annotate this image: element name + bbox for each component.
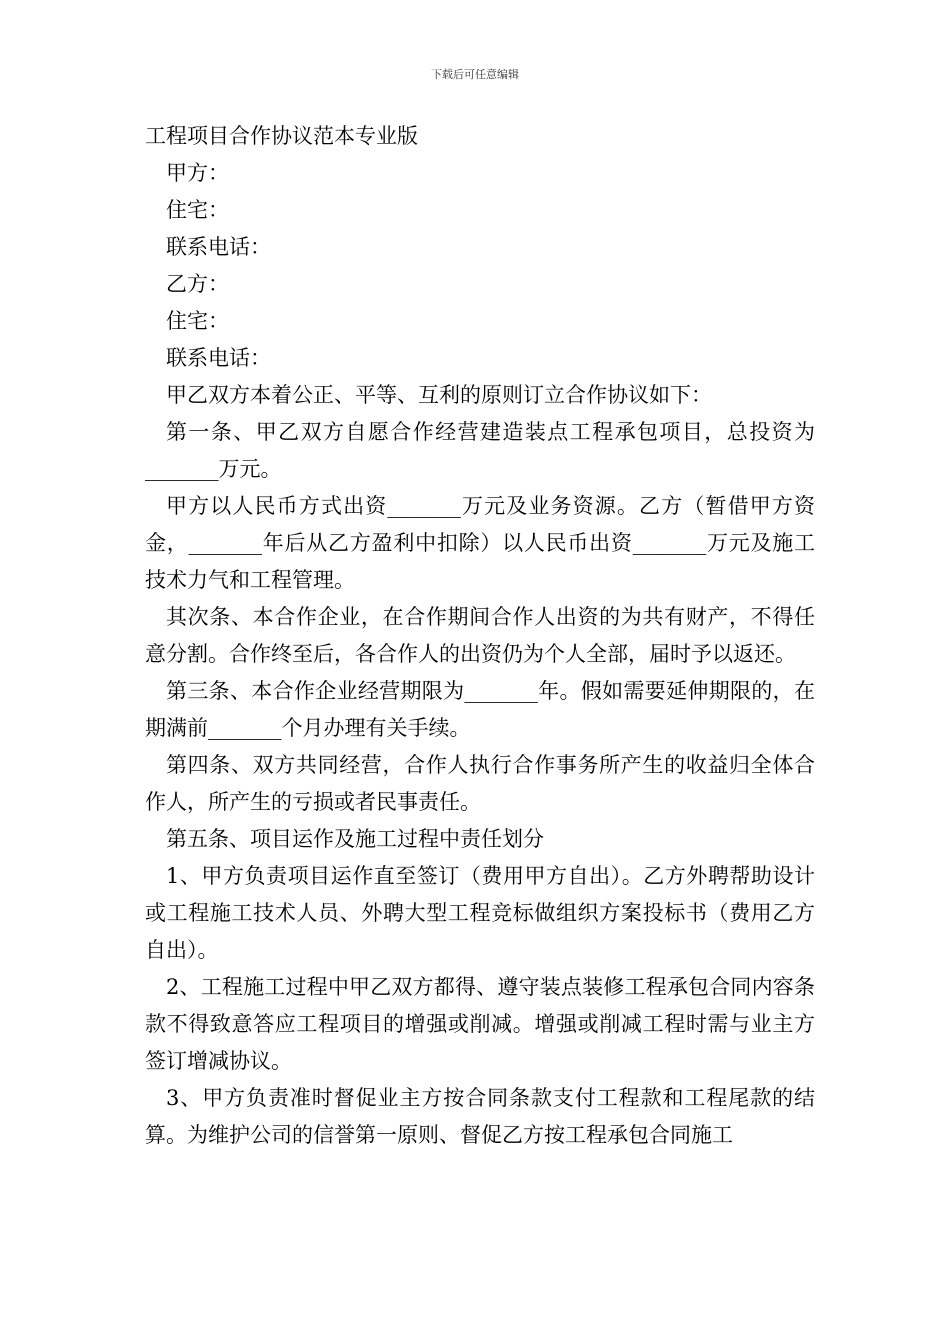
page-header: 下载后可任意编辑 <box>431 68 519 81</box>
paragraph-investment: 甲方以人民币方式出资_______万元及业务资源。乙方（暂借甲方资金，_______年后从乙方盈利中扣除）以人民币出资_______万元及施工技术力气和工程管理。 <box>145 494 815 592</box>
paragraph-item-3: 3、甲方负责准时督促业主方按合同条款支付工程款和工程尾款的结算。为维护公司的信誉第一原则、督促乙方按工程承包合同施工 <box>145 1086 815 1147</box>
field-party-a-address: 住宅： <box>166 198 229 222</box>
paragraph-article-3: 第三条、本合作企业经营期限为_______年。假如需要延伸期限的，在期满前_______个月办理有关手续。 <box>145 679 815 740</box>
field-party-b-phone: 联系电话： <box>166 346 271 370</box>
document-body <box>145 118 815 1154</box>
field-party-a-phone: 联系电话： <box>166 235 271 259</box>
paragraph-article-5: 第五条、项目运作及施工过程中责任划分 <box>166 827 544 851</box>
document-title: 工程项目合作协议范本专业版 <box>145 124 418 148</box>
field-party-b: 乙方： <box>166 272 229 296</box>
paragraph-preamble: 甲乙双方本着公正、平等、互利的原则订立合作协议如下： <box>166 383 712 407</box>
field-party-b-address: 住宅： <box>166 309 229 333</box>
paragraph-article-4: 第四条、双方共同经营，合作人执行合作事务所产生的收益归全体合作人，所产生的亏损或者民事责任。 <box>145 753 815 814</box>
paragraph-item-1: 1、甲方负责项目运作直至签订（费用甲方自出）。乙方外聘帮助设计或工程施工技术人员、外聘大型工程竞标做组织方案投标书（费用乙方自出）。 <box>145 864 815 962</box>
paragraph-item-2: 2、工程施工过程中甲乙双方都得、遵守装点装修工程承包合同内容条款不得致意答应工程项目的增强或削减。增强或削减工程时需与业主方签订增减协议。 <box>145 975 815 1073</box>
paragraph-article-1: 第一条、甲乙双方自愿合作经营建造装点工程承包项目，总投资为_______万元。 <box>145 420 815 481</box>
paragraph-article-2: 其次条、本合作企业，在合作期间合作人出资的为共有财产，不得任意分割。合作终至后，各合作人的出资仍为个人全部，届时予以返还。 <box>145 605 815 666</box>
field-party-a: 甲方： <box>166 161 229 185</box>
